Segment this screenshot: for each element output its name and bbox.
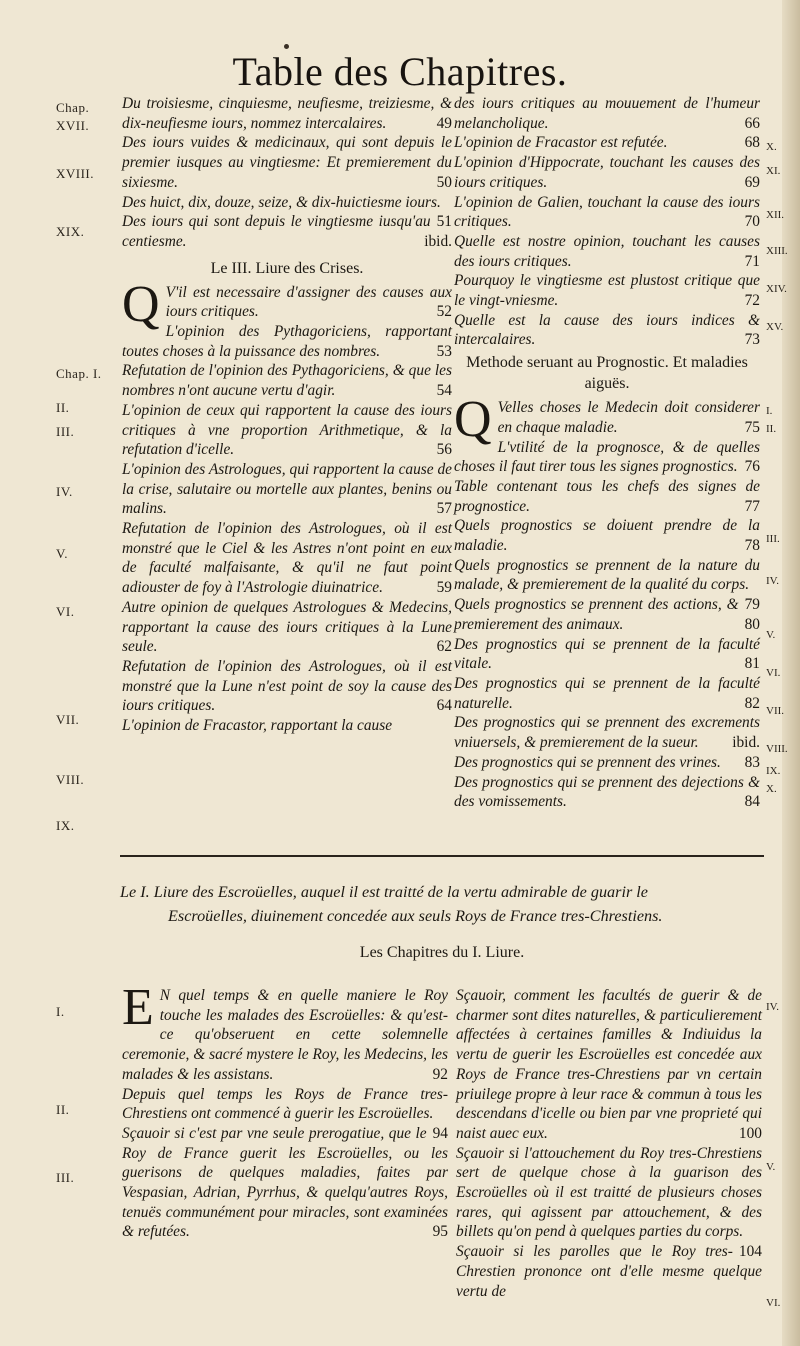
toc-entry xyxy=(454,635,760,674)
toc-entry xyxy=(122,212,452,251)
left-column-bottom xyxy=(122,979,448,1242)
entry-text: Du troisiesme, cinquiesme, neufiesme, treiziesme, & dix-neufiesme iours, nommez intercalaires. xyxy=(122,95,452,132)
margin-chapter: VIII. xyxy=(766,743,788,755)
page-number: 75 xyxy=(744,418,760,436)
margin-chapter: III. xyxy=(56,1170,75,1185)
toc-entry xyxy=(454,773,760,812)
margin-chapter: I. xyxy=(56,1004,65,1019)
page-title: Table des Chapitres. xyxy=(232,49,568,94)
page-number: 80 xyxy=(744,615,760,633)
entry-text: Des iours qui sont depuis le vingtiesme iusqu'au centiesme. xyxy=(122,213,431,250)
toc-entry xyxy=(122,133,452,192)
entry-text: Pourquoy le vingtiesme est plustost critique que le vingt-vniesme. xyxy=(454,272,760,310)
toc-entry xyxy=(454,753,760,773)
toc-entry xyxy=(122,979,448,1085)
entry-text: Quels prognostics se prennent de la nature du malade, & premierement de la qualité du corps. xyxy=(454,556,760,594)
livre-title xyxy=(120,880,764,928)
toc-entry xyxy=(454,193,760,232)
margin-chapter: Chap. I. xyxy=(56,366,102,381)
entry-text: Velles choses le Medecin doit considerer en chaque maladie. xyxy=(497,399,760,436)
entry-text: Sçauoir si l'attouchement du Roy tres-Chrestiens sert de quelque chose à la guarison des Escroüelles où il est traitté de plusieurs choses rares, qui agissent par attouchement, & des billets qu'on pend à quelques parties du corps. xyxy=(456,1144,762,1241)
toc-entry xyxy=(122,460,452,519)
page-number: 83 xyxy=(744,753,760,771)
entry-text: Sçauoir si c'est par vne seule prerogatiue, que le Roy de France guerit les Escroüelles, ou les guerisons de quelques maladies, faites par Vespasian, Adrian, Pyrrhus, & quelqu'autres Roys, tenuës communément pour miracles, sont examinées & refutées. xyxy=(122,1124,448,1241)
book-heading: Le III. Liure des Crises. xyxy=(210,259,364,277)
page-number: 95 xyxy=(432,1223,448,1241)
toc-entry xyxy=(122,716,452,736)
margin-chapter: VI. xyxy=(766,1297,781,1309)
toc-entry xyxy=(454,477,760,516)
right-column-bottom xyxy=(456,986,762,1301)
margin-chapter: IX. xyxy=(766,765,781,777)
page-number: 100 xyxy=(738,1124,762,1142)
right-column-top xyxy=(454,94,760,812)
drop-capital: Q xyxy=(454,391,492,449)
entry-text: Depuis quel temps les Roys de France tres-Chrestiens ont commencé à guerir les Escroüelles. xyxy=(122,1085,448,1123)
page-number: 51 xyxy=(436,213,452,231)
page-number: 68 xyxy=(744,134,760,152)
page-number: 52 xyxy=(436,303,452,321)
margin-chapter: VI. xyxy=(766,667,781,679)
toc-entry xyxy=(454,311,760,350)
toc-entry xyxy=(454,133,760,153)
margin-chapter: VII. xyxy=(56,712,80,727)
toc-entry xyxy=(122,275,452,333)
toc-entry xyxy=(454,595,760,634)
page-number: 69 xyxy=(744,173,760,191)
entry-text: Quels prognostics se doiuent prendre de la maladie. xyxy=(454,517,760,555)
toc-entry xyxy=(122,401,452,460)
page-number: ibid. xyxy=(424,232,452,250)
toc-entry xyxy=(454,271,760,310)
margin-chapter: VII. xyxy=(766,705,785,717)
margin-chapter: II. xyxy=(766,423,777,435)
toc-entry xyxy=(454,94,760,133)
toc-entry xyxy=(454,232,760,271)
page-number: 79 xyxy=(744,596,760,614)
toc-entry xyxy=(454,713,760,752)
margin-chapter: I. xyxy=(766,405,773,417)
chapters-heading: Les Chapitres du I. Liure. xyxy=(359,944,525,961)
page-number: 49 xyxy=(436,114,452,132)
entry-text: Sçauoir, comment les facultés de guerir & de charmer sont dites naturelles, & particulierement affectées à certaines familles & Indiuidus la vertu de guerir les Escroüelles est concedée aux Roys de France tres-Chrestiens par vn certain priuilege propre à leur race & commun à tous les descendans d'icelle ou bien par vne proprieté qui naist auec eux. xyxy=(456,987,762,1142)
margin-chapter: XVII. xyxy=(56,118,90,133)
toc-entry xyxy=(122,361,452,400)
toc-entry xyxy=(454,391,760,449)
page-number: 94 xyxy=(432,1124,448,1142)
page-number: 72 xyxy=(744,292,760,310)
entry-text: L'vtilité de la prognosce, & de quelles choses il faut tirer tous les signes prognostics. xyxy=(454,438,760,476)
page-number: 92 xyxy=(432,1065,448,1083)
page-number: 84 xyxy=(744,793,760,811)
method-heading: Methode seruant au Prognostic. Et maladies aiguës. xyxy=(466,354,748,393)
entry-text: Des prognostics qui se prennent des excrements vniuersels, & premierement de la sueur. xyxy=(454,714,760,752)
entry-text: L'opinion des Pythagoriciens, rapportant toutes choses à la puissance des nombres. xyxy=(122,323,452,360)
toc-entry xyxy=(122,598,452,657)
margin-chapter: V. xyxy=(766,1161,776,1173)
margin-chapter: X. xyxy=(766,141,777,153)
drop-capital: Q xyxy=(122,275,160,333)
page-number: 73 xyxy=(744,331,760,349)
toc-entry xyxy=(122,657,452,716)
entry-text: Quelle est la cause des iours indices & intercalaires. xyxy=(454,311,760,349)
margin-chapter: IX. xyxy=(56,818,75,833)
page-number: 104 xyxy=(738,1243,762,1261)
entry-text: N quel temps & en quelle maniere le Roy touche les malades des Escroüelles: & qu'est-ce qu'obseruent en cette solemnelle ceremonie, & sacré mystere le Roy, les Medecins, les malades & les assistans. xyxy=(122,987,448,1083)
page-number: 54 xyxy=(436,382,452,400)
page-number: 50 xyxy=(436,173,452,191)
entry-text: L'opinion de ceux qui rapportent la cause des iours critiques à vne proportion Arithmetique, & la refutation d'icelle. xyxy=(122,401,452,459)
toc-entry xyxy=(456,986,762,1144)
margin-chapter: X. xyxy=(766,783,777,795)
drop-capital: E xyxy=(122,979,154,1036)
page-number: 62 xyxy=(436,638,452,656)
margin-chapter: III. xyxy=(56,424,75,439)
margin-chapter: II. xyxy=(56,400,70,415)
entry-text: Refutation de l'opinion des Astrologues, où il est monstré que la Lune n'est point de soy la cause des iours critiques. xyxy=(122,657,452,715)
page-number: 77 xyxy=(744,497,760,515)
page-number: 66 xyxy=(744,114,760,132)
page-number: 76 xyxy=(744,458,760,476)
margin-chapter: II. xyxy=(56,1102,70,1117)
page-number: 71 xyxy=(744,252,760,270)
toc-entry xyxy=(454,556,760,614)
section-divider xyxy=(120,855,764,857)
page-number: 53 xyxy=(436,342,452,360)
entry-text: Des prognostics qui se prennent de la faculté naturelle. xyxy=(454,674,760,712)
entry-text: V'il est necessaire d'assigner des causes aux iours critiques. xyxy=(165,283,452,321)
margin-chapter: VIII. xyxy=(56,772,85,787)
margin-chapter: V. xyxy=(56,546,68,561)
toc-entry xyxy=(122,193,452,231)
left-column-top xyxy=(122,94,452,736)
entry-text: L'opinion de Fracastor, rapportant la cause xyxy=(122,717,393,735)
toc-entry xyxy=(454,674,760,713)
page-number: 81 xyxy=(744,655,760,673)
margin-chapter: Chap. xyxy=(56,100,90,115)
entry-text: L'opinion de Galien, touchant la cause des iours critiques. xyxy=(454,193,760,231)
entry-text: Des huict, dix, douze, seize, & dix-huictiesme iours. xyxy=(122,193,441,211)
toc-entry xyxy=(454,153,760,192)
margin-chapter: VI. xyxy=(56,604,75,619)
entry-text: Autre opinion de quelques Astrologues & Medecins, rapportant la cause des iours critiques à la Lune seule. xyxy=(122,598,452,656)
toc-entry xyxy=(122,1124,448,1242)
page-number: 56 xyxy=(436,441,452,459)
livre-title-line: Escroüelles, diuinement concedée aux seuls Roys de France tres-Chrestiens. xyxy=(168,907,663,925)
margin-chapter: XVIII. xyxy=(56,166,95,181)
entry-text: L'opinion de Fracastor est refutée. xyxy=(454,134,668,152)
entry-text: Sçauoir si les parolles que le Roy tres-Chrestien prononce ont d'elle mesme quelque vertu de xyxy=(456,1243,762,1300)
margin-chapter: XIII. xyxy=(766,245,788,257)
entry-text: Des prognostics qui se prennent de la faculté vitale. xyxy=(454,635,760,673)
margin-chapter: IV. xyxy=(56,484,73,499)
page-number: 70 xyxy=(744,213,760,231)
entry-text: L'opinion d'Hippocrate, touchant les causes des iours critiques. xyxy=(454,154,760,191)
margin-chapter: XII. xyxy=(766,209,785,221)
toc-entry xyxy=(122,322,452,361)
toc-entry xyxy=(122,1085,448,1142)
entry-text: Des iours vuides & medicinaux, qui sont depuis le premier iusques au vingtiesme: Et premierement du sixiesme. xyxy=(122,134,452,191)
margin-chapter: XV. xyxy=(766,321,784,333)
page-number: 82 xyxy=(744,694,760,712)
margin-chapter: XIX. xyxy=(56,224,85,239)
entry-text: Refutation de l'opinion des Pythagoriciens, & que les nombres n'ont aucune vertu d'agir. xyxy=(122,362,452,400)
margin-chapter: IV. xyxy=(766,1001,779,1013)
entry-text: Table contenant tous les chefs des signes de prognostice. xyxy=(454,477,760,515)
page-number: 59 xyxy=(436,579,452,597)
entry-text: Quels prognostics se prennent des actions, & premierement des animaux. xyxy=(454,596,739,633)
margin-chapter: IV. xyxy=(766,575,779,587)
livre-title-line: Le I. Liure des Escroüelles, auquel il est traitté de la vertu admirable de guarir le xyxy=(120,883,648,901)
page-number: ibid. xyxy=(732,734,760,752)
margin-chapter: III. xyxy=(766,533,780,545)
entry-text: des iours critiques au mouuement de l'humeur melancholique. xyxy=(454,95,760,132)
entry-text: Quelle est nostre opinion, touchant les causes des iours critiques. xyxy=(454,232,760,270)
toc-entry xyxy=(122,94,452,133)
margin-chapter: V. xyxy=(766,629,776,641)
entry-text: Refutation de l'opinion des Astrologues, où il est monstré que le Ciel & les Astres n'ont point en eux de faculté malfaisante, & qu'il ne faut point adiouster de foy à l'Astrologie diuinatrice. xyxy=(122,520,452,597)
toc-entry xyxy=(456,1242,762,1301)
margin-chapter: XI. xyxy=(766,165,781,177)
page-number: 64 xyxy=(436,697,452,715)
entry-text: Des prognostics qui se prennent des dejections & des vomissements. xyxy=(454,773,760,811)
toc-entry xyxy=(454,438,760,477)
page-number: 78 xyxy=(744,537,760,555)
margin-chapter: XIV. xyxy=(766,283,787,295)
entry-text: Des prognostics qui se prennent des vrines. xyxy=(454,753,721,771)
toc-entry xyxy=(456,1144,762,1261)
toc-entry xyxy=(454,516,760,555)
page-number: 57 xyxy=(436,500,452,518)
toc-entry xyxy=(122,519,452,598)
entry-text: L'opinion des Astrologues, qui rapportent la cause de la crise, salutaire ou mortelle aux plantes, benins ou malins. xyxy=(122,460,452,518)
